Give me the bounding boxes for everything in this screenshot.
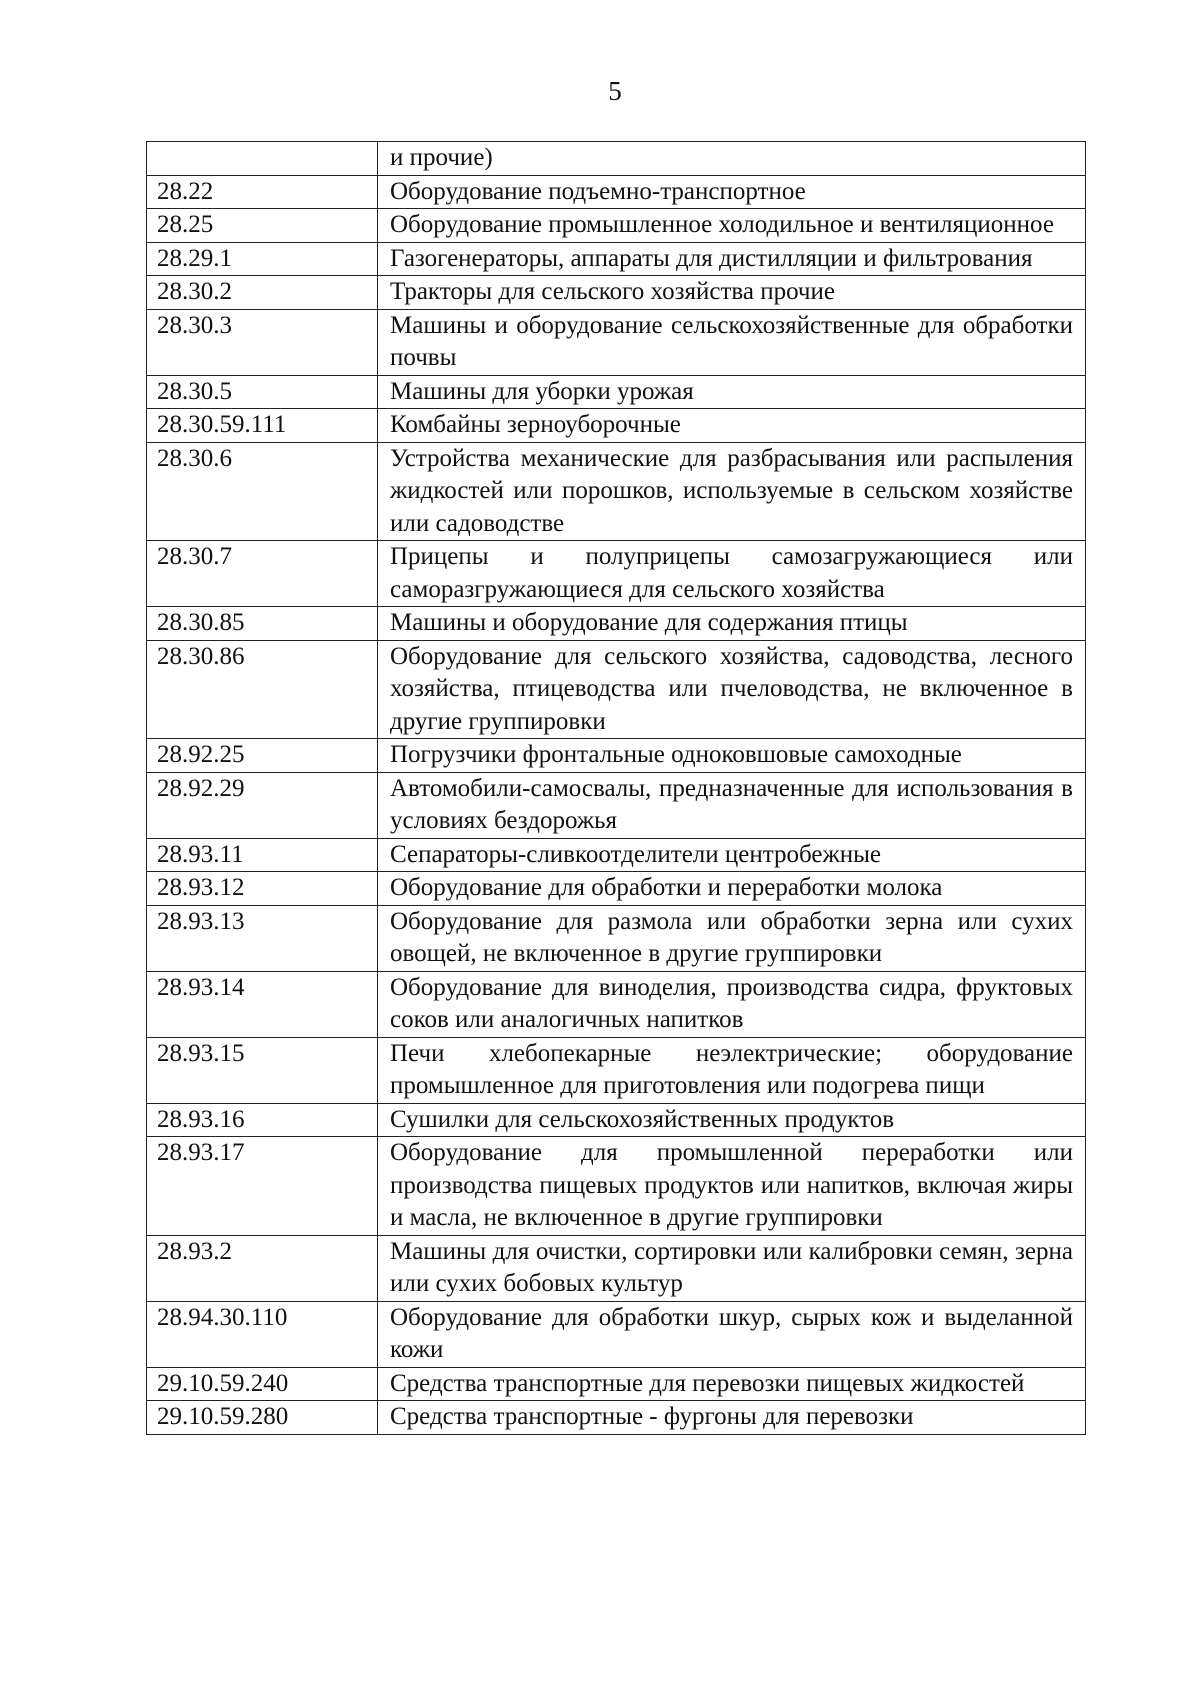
table-row [147,905,1086,971]
description-cell: Оборудование для сельского хозяйства, садоводства, лесного хозяйства, птицеводства или пчеловодства, не включенное в другие группировки [378,640,1086,739]
table-row [147,607,1086,641]
code-cell: 28.30.6 [147,442,378,541]
description-cell: Оборудование для виноделия, производства сидра, фруктовых соков или аналогичных напитков [378,971,1086,1037]
page-number: 5 [608,76,622,106]
code-cell: 28.93.13 [147,905,378,971]
code-cell: 28.93.2 [147,1235,378,1301]
description-cell: Машины и оборудование сельскохозяйственные для обработки почвы [378,309,1086,375]
code-cell: 28.30.85 [147,607,378,641]
code-cell: 28.94.30.110 [147,1301,378,1367]
classification-table [146,141,1086,1435]
description-cell: Машины и оборудование для содержания птицы [378,607,1086,641]
table-row [147,309,1086,375]
table-row [147,838,1086,872]
table-row [147,1037,1086,1103]
table-row [147,442,1086,541]
description-cell: Газогенераторы, аппараты для дистилляции и фильтрования [378,242,1086,276]
description-cell: и прочие) [378,142,1086,176]
description-cell: Средства транспортные - фургоны для перевозки [378,1401,1086,1435]
code-cell: 28.93.17 [147,1137,378,1236]
table-row [147,276,1086,310]
description-cell: Печи хлебопекарные неэлектрические; оборудование промышленное для приготовления или подогрева пищи [378,1037,1086,1103]
description-cell: Машины для очистки, сортировки или калибровки семян, зерна или сухих бобовых культур [378,1235,1086,1301]
table-row [147,209,1086,243]
code-cell: 29.10.59.280 [147,1401,378,1435]
table-row [147,1137,1086,1236]
code-cell: 28.93.16 [147,1103,378,1137]
code-cell: 28.30.86 [147,640,378,739]
description-cell: Машины для уборки урожая [378,375,1086,409]
code-cell: 28.92.25 [147,739,378,773]
description-cell: Тракторы для сельского хозяйства прочие [378,276,1086,310]
description-cell: Оборудование для обработки и переработки молока [378,872,1086,906]
code-cell: 28.30.2 [147,276,378,310]
table-row [147,1235,1086,1301]
description-cell: Погрузчики фронтальные одноковшовые самоходные [378,739,1086,773]
description-cell: Оборудование для промышленной переработки или производства пищевых продуктов или напитков, включая жиры и масла, не включенное в другие группировки [378,1137,1086,1236]
description-cell: Прицепы и полуприцепы самозагружающиеся или саморазгружающиеся для сельского хозяйства [378,541,1086,607]
description-cell: Комбайны зерноуборочные [378,409,1086,443]
description-cell: Сепараторы-сливкоотделители центробежные [378,838,1086,872]
table-row [147,1301,1086,1367]
table-row [147,1103,1086,1137]
table-row [147,640,1086,739]
description-cell: Оборудование промышленное холодильное и вентиляционное [378,209,1086,243]
description-cell: Сушилки для сельскохозяйственных продуктов [378,1103,1086,1137]
code-cell: 28.30.59.111 [147,409,378,443]
code-cell: 28.93.12 [147,872,378,906]
table-row [147,175,1086,209]
table-body [147,142,1086,1435]
table-row [147,541,1086,607]
table-row [147,1367,1086,1401]
table-row [147,409,1086,443]
code-cell: 28.93.11 [147,838,378,872]
table-row [147,375,1086,409]
code-cell: 28.30.3 [147,309,378,375]
description-cell: Устройства механические для разбрасывания или распыления жидкостей или порошков, используемые в сельском хозяйстве или садоводстве [378,442,1086,541]
description-cell: Оборудование для обработки шкур, сырых кож и выделанной кожи [378,1301,1086,1367]
code-cell [147,142,378,176]
table-row [147,242,1086,276]
table-row [147,971,1086,1037]
table-row [147,872,1086,906]
code-cell: 28.92.29 [147,772,378,838]
table-row [147,772,1086,838]
code-cell: 29.10.59.240 [147,1367,378,1401]
code-cell: 28.22 [147,175,378,209]
code-cell: 28.93.14 [147,971,378,1037]
table-row [147,1401,1086,1435]
description-cell: Оборудование для размола или обработки зерна или сухих овощей, не включенное в другие группировки [378,905,1086,971]
description-cell: Автомобили-самосвалы, предназначенные для использования в условиях бездорожья [378,772,1086,838]
code-cell: 28.93.15 [147,1037,378,1103]
description-cell: Средства транспортные для перевозки пищевых жидкостей [378,1367,1086,1401]
code-cell: 28.29.1 [147,242,378,276]
description-cell: Оборудование подъемно-транспортное [378,175,1086,209]
code-cell: 28.30.5 [147,375,378,409]
code-cell: 28.30.7 [147,541,378,607]
table-row [147,142,1086,176]
table-row [147,739,1086,773]
code-cell: 28.25 [147,209,378,243]
